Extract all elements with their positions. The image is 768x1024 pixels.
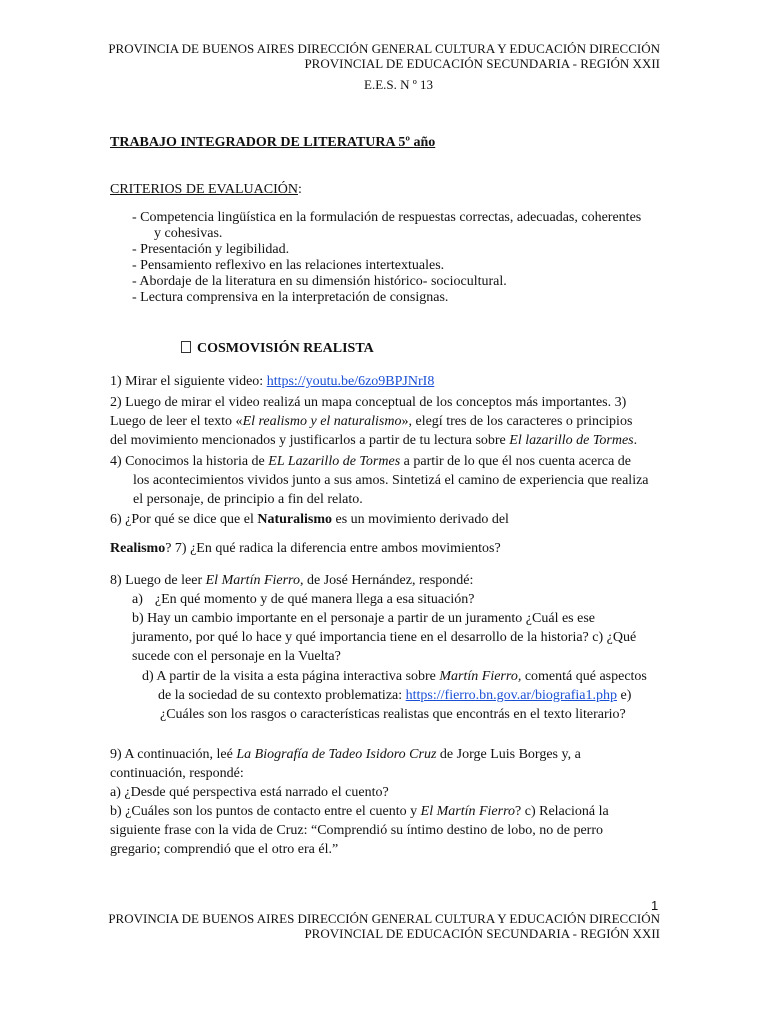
text-title-martin-fierro: El Martín Fierro: [420, 804, 516, 819]
text-title-lazarillo: El lazarillo de Tormes: [509, 433, 634, 448]
footer-line-2: PROVINCIAL DE EDUCACIÓN SECUNDARIA - REGIÓN XXII: [304, 926, 660, 941]
video-link[interactable]: https://youtu.be/6zo9BPJNrI8: [266, 374, 435, 389]
question-9-text-a: 9) A continuación, leé: [110, 747, 237, 762]
question-8-intro-a: 8) Luego de leer: [110, 573, 206, 588]
question-8b: [132, 609, 636, 666]
question-3-text-a: Luego de leer el texto «: [110, 414, 243, 429]
footer-line-1: PROVINCIA DE BUENOS AIRES DIRECCIÓN GENERAL CULTURA Y EDUCACIÓN DIRECCIÓN: [108, 911, 660, 926]
term-realismo: Realismo: [110, 541, 166, 556]
section-title: COSMOVISIÓN REALISTA: [197, 341, 374, 356]
question-9a: a) ¿Desde qué perspectiva está narrado el cuento?: [110, 785, 389, 800]
question-7: [110, 539, 501, 558]
criteria-heading-colon: :: [297, 182, 302, 197]
question-8-intro-b: , de José Hernández, respondé:: [300, 573, 474, 588]
page-header: [100, 41, 660, 71]
question-4: [110, 452, 649, 509]
question-1-text: Mirar el siguiente video:: [121, 374, 267, 389]
term-naturalismo: Naturalismo: [257, 512, 333, 527]
question-9-text-b: de Jorge Luis Borges y, a: [436, 747, 581, 762]
question-9b-text-a: b) ¿Cuáles son los puntos de contacto entre el cuento y: [110, 804, 421, 819]
criteria-item: - Competencia lingüística en la formulación de respuestas correctas, adecuadas, coherentes: [132, 210, 642, 225]
page-number: 1: [651, 898, 659, 913]
question-8b-line-3: sucede con el personaje en la Vuelta?: [132, 649, 341, 664]
criteria-item: - Presentación y legibilidad.: [132, 242, 290, 257]
question-8e-number: e): [617, 688, 632, 703]
question-9b-text-b: ? c) Relacioná la: [515, 804, 609, 819]
text-title-lazarillo: EL Lazarillo de Tormes: [268, 454, 401, 469]
question-2: [110, 393, 637, 450]
question-4-number: 4): [110, 454, 122, 469]
question-3-text-c: del movimiento mencionados y justificarlos a partir de tu lectura sobre: [110, 433, 510, 448]
fierro-link[interactable]: https://fierro.bn.gov.ar/biografia1.php: [405, 688, 618, 703]
text-title-biografia: La Biografía de Tadeo Isidoro Cruz: [236, 747, 437, 762]
criteria-list: [132, 210, 641, 306]
question-3-period: .: [633, 433, 638, 448]
question-8d-text-b: comentá qué aspectos: [521, 669, 647, 684]
question-7-text: ? 7) ¿En qué radica la diferencia entre ambos movimientos?: [165, 541, 501, 556]
page-footer: [100, 911, 660, 941]
question-8a-label: a): [132, 592, 143, 607]
question-6-text-a: 6) ¿Por qué se dice que el: [110, 512, 258, 527]
question-8d-text-a: d) A partir de la visita a esta página interactiva sobre: [142, 669, 440, 684]
question-8d: [142, 667, 647, 724]
criteria-item: - Lectura comprensiva en la interpretación de consignas.: [132, 290, 449, 305]
question-6-text-b: es un movimiento derivado del: [332, 512, 509, 527]
document-title: TRABAJO INTEGRADOR DE LITERATURA 5º año: [110, 135, 436, 150]
question-8a: [132, 590, 474, 609]
header-line-1: PROVINCIA DE BUENOS AIRES DIRECCIÓN GENERAL CULTURA Y EDUCACIÓN DIRECCIÓN: [108, 41, 660, 56]
question-4-text-a: Conocimos la historia de: [121, 454, 269, 469]
question-4-line-2: los acontecimientos vividos junto a sus amos. Sintetizá el camino de experiencia que realiza: [133, 473, 649, 488]
criteria-heading: [110, 180, 302, 199]
question-9c-line-2: gregario; comprendió que el otro era él.”: [110, 842, 339, 857]
question-3-text-b: », elegí tres de los caracteres o principios: [401, 414, 633, 429]
question-8: [110, 571, 473, 590]
criteria-item: - Abordaje de la literatura en su dimensión histórico- sociocultural.: [132, 274, 507, 289]
question-8a-text: ¿En qué momento y de qué manera llega a esa situación?: [154, 592, 475, 607]
question-8b-line-2: juramento, por qué lo hace y qué importancia tiene en el desarrollo de la historia? c) ¿Qué: [132, 630, 637, 645]
question-1-number: 1): [110, 374, 122, 389]
question-3-number: 3): [614, 395, 627, 410]
text-title-realismo: El realismo y el naturalismo: [242, 414, 402, 429]
header-line-2: PROVINCIAL DE EDUCACIÓN SECUNDARIA - REGIÓN XXII: [304, 56, 660, 71]
question-9c-line-1: siguiente frase con la vida de Cruz: “Comprendió su íntimo destino de lobo, no de perro: [110, 823, 603, 838]
question-9: [110, 745, 609, 859]
section-heading: [181, 339, 374, 358]
criteria-heading-text: CRITERIOS DE EVALUACIÓN: [110, 182, 298, 197]
question-6: [110, 510, 509, 529]
question-4-text-b: a partir de lo que él nos cuenta acerca de: [400, 454, 632, 469]
criteria-item: - Pensamiento reflexivo en las relaciones intertextuales.: [132, 258, 445, 273]
question-2-number: 2): [110, 395, 122, 410]
question-1: [110, 372, 434, 391]
text-title-martin-fierro: Martín Fierro,: [439, 669, 522, 684]
question-8d-text-c: de la sociedad de su contexto problematiza:: [158, 688, 406, 703]
question-2-text: Luego de mirar el video realizá un mapa conceptual de los conceptos más importantes.: [121, 395, 615, 410]
school-name: E.E.S. N º 13: [364, 77, 434, 92]
bullet-box-icon: [181, 341, 191, 353]
question-8b-line-1: b) Hay un cambio importante en el personaje a partir de un juramento ¿Cuál es ese: [132, 611, 595, 626]
question-8e-text: ¿Cuáles son los rasgos o características realistas que encontrás en el texto literario?: [160, 707, 626, 722]
question-9-line-2: continuación, respondé:: [110, 766, 244, 781]
question-4-line-3: el personaje, de principio a fin del relato.: [133, 492, 363, 507]
criteria-item: y cohesivas.: [154, 226, 223, 241]
text-title-martin-fierro: El Martín Fierro: [205, 573, 300, 588]
